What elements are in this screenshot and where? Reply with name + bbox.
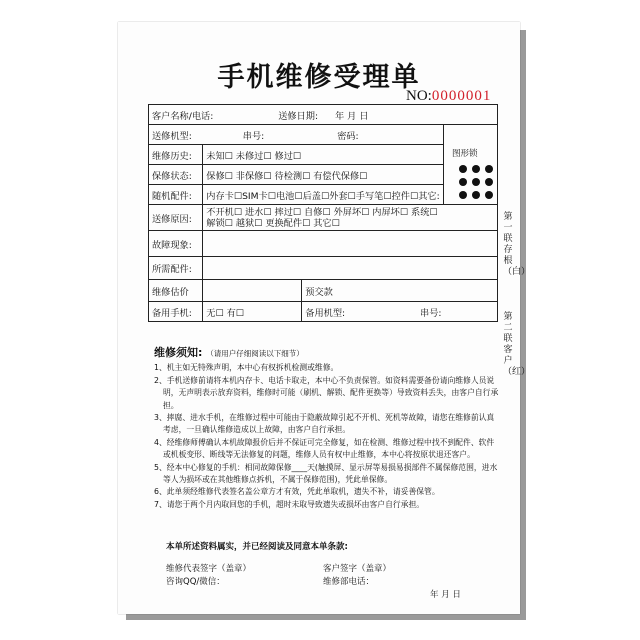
history-options: 未知☐ 未修过☐ 修过☐ [203, 145, 443, 165]
pattern-lock [452, 147, 496, 199]
side-label-stub: 第一联存根（白） [503, 212, 531, 277]
agreement-statement: 本单所述资料属实，并已经阅读及同意本单条款: [166, 542, 348, 552]
estimate-field [203, 280, 302, 302]
warranty-options: 保修☐ 非保修☐ 待检测☐ 有偿代保修☐ [203, 165, 443, 185]
notice-item: 1、机主如无特殊声明，本中心有权拆机检测或维修。 [154, 363, 339, 373]
repair-form-table [148, 104, 498, 322]
repair-notice [154, 347, 499, 511]
form-sheet [118, 22, 531, 614]
reason-options: 不开机☐ 进水☐ 摔过☐ 自修☐ 外屏坏☐ 内屏坏☐ 系统☐ 解锁☐ 越狱☐ 更换配件☐ 其它☐ [203, 205, 498, 231]
pattern-dot [485, 191, 493, 199]
form-title: 手机维修受理单 [217, 62, 421, 93]
spare-model-cell: 备用机型: 串号: [302, 302, 498, 322]
pattern-dot [472, 178, 480, 186]
notice-item: 4、经维修师傅确认本机故障报价后并不保证可完全修复，如在检测、维修过程中找不到配件、软件或机板变形、断线等无法修复的问题，维修人员有权中止维修，本中心将按原状退还客户。 [154, 437, 495, 460]
side-label-customer: 第二联客户（红） [503, 312, 531, 377]
rep-signature: 维修代表签字（盖章） [166, 564, 252, 574]
sign-date: 年 月 日 [430, 590, 461, 600]
symptom-field [203, 231, 498, 257]
warranty-label: 保修状态: [149, 165, 203, 185]
serial-value: 0000001 [431, 88, 492, 104]
notice-item: 7、请您于两个月内取回您的手机，超时未取导致遗失或损坏由客户自行承担。 [154, 499, 425, 509]
pattern-dot [459, 178, 467, 186]
customer-signature: 客户签字（盖章） [323, 564, 392, 574]
serial-number [406, 88, 491, 105]
notice-item: 6、此单须经维修代表签名盖公章方才有效，凭此单取机，遗失不补，请妥善保管。 [154, 487, 440, 497]
parts-field [203, 257, 498, 280]
symptom-label: 故障现象: [149, 231, 203, 257]
notice-item: 3、摔腐、进水手机，在维修过程中可能由于隐蔽故障引起不开机、死机等故障，请您在维修前认真考虑，一旦确认维修造成以上故障，由客户自行承担。 [154, 413, 495, 435]
consult-contact: 咨询QQ/微信： [166, 577, 225, 587]
estimate-label: 维修估价 [149, 280, 203, 302]
row-customer: 客户名称/电话: 送修日期: 年 月 日 [149, 105, 498, 125]
serial-prefix: NO: [406, 88, 432, 104]
deposit-cell [302, 280, 498, 302]
spare-phone-label: 备用手机: [149, 302, 203, 322]
pattern-dot [472, 165, 480, 173]
row-model: 送修机型: 串号: 密码: [149, 125, 444, 145]
parts-label: 所需配件: [149, 257, 203, 280]
accessories-options: 内存卡☐SIM卡☐电池☐后盖☐外套☐手写笔☐控件☐其它: [203, 185, 443, 205]
notice-item: 5、经本中心修复的手机：相同故障保修____天(触摸屏、显示屏等易损易损部件不属保修范围，进水等人为损坏或在其他维修点拆机，不属于保修范围)，凭此单保修。 [154, 462, 498, 485]
pattern-lock-label: 图形锁 [452, 149, 478, 159]
repair-phone: 维修部电话： [323, 577, 375, 587]
history-label: 维修历史: [149, 145, 203, 165]
accessories-label: 随机配件: [149, 185, 203, 205]
pattern-dot [485, 178, 493, 186]
deposit-label: 预交款 [305, 286, 333, 298]
pattern-dot [485, 165, 493, 173]
pattern-dot [459, 165, 467, 173]
notice-heading: 维修须知: （请用户仔细阅读以下细节） [154, 346, 304, 359]
notice-item: 2、手机送修前请将本机内存卡、电话卡取走，本中心不负责保管。如资料需要备份请向维修人员说明，无声明表示放弃资料，维修时可能（刷机、解锁、配件更换等）导致资料丢失，由客户自行承担。 [154, 375, 499, 410]
pattern-dot [459, 191, 467, 199]
reason-label: 送修原因: [149, 205, 203, 231]
pattern-lock-grid [456, 165, 496, 199]
pattern-dot [472, 191, 480, 199]
spare-phone-options: 无☐ 有☐ [203, 302, 302, 322]
